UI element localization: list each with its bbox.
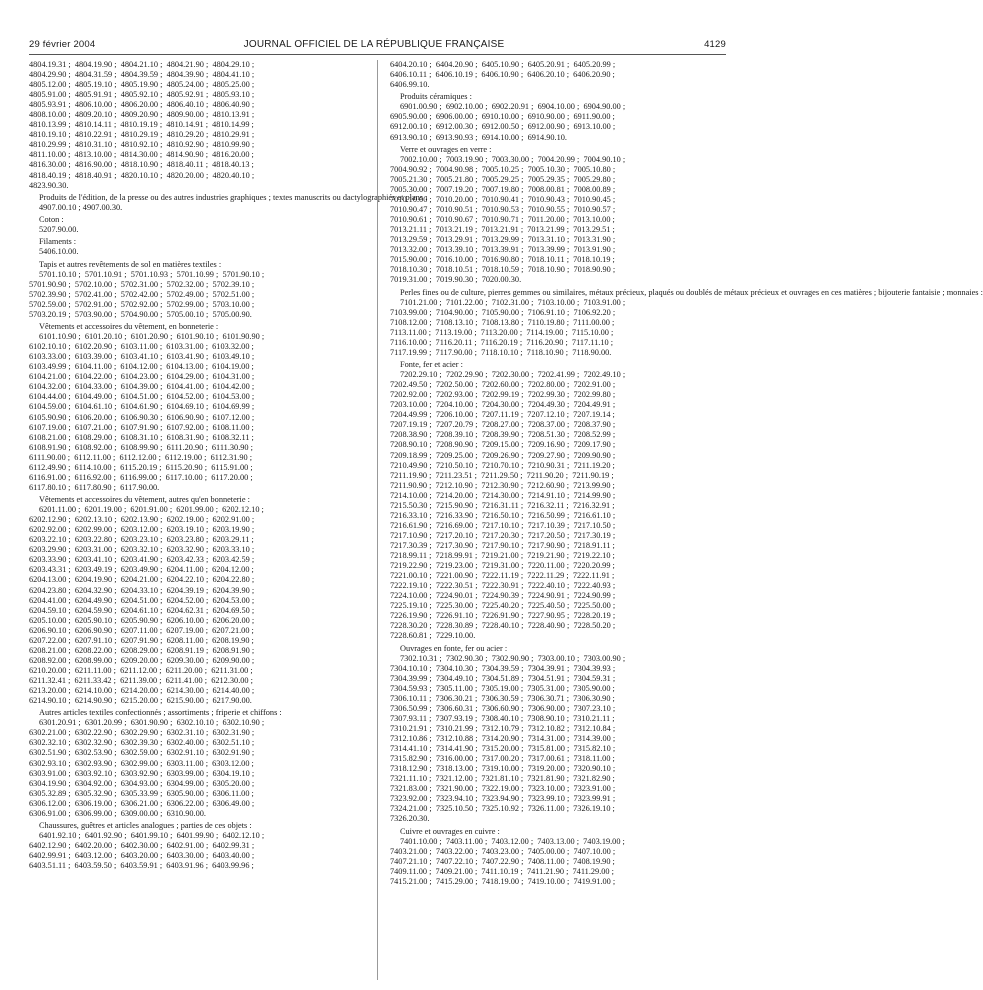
code-line: 4804.19.31 ; 4804.19.90 ; 4804.21.10 ; 4804.21.90 ; 4804.29.10 ;	[29, 60, 255, 69]
tariff-section	[390, 285, 983, 358]
tariff-section	[390, 824, 725, 886]
code-line: 4810.19.10 ; 4810.22.91 ; 4810.29.19 ; 4810.29.20 ; 4810.29.91 ;	[29, 130, 255, 140]
code-line: 6117.80.10 ; 6117.80.90 ; 6117.90.00.	[29, 482, 160, 492]
code-line: 7415.21.00 ; 7415.29.00 ; 7418.19.00 ; 7419.10.00 ; 7419.91.00 ;	[390, 876, 616, 886]
code-line: 7005.21.30 ; 7005.21.80 ; 7005.29.25 ; 7005.29.35 ; 7005.29.80 ;	[390, 174, 616, 184]
code-line: 6304.19.90 ; 6304.92.00 ; 6304.93.00 ; 6304.99.00 ; 6305.20.00 ;	[29, 778, 255, 788]
code-line: 6104.21.00 ; 6104.22.00 ; 6104.23.00 ; 6104.29.00 ; 6104.31.00 ;	[29, 372, 255, 382]
tariff-section	[390, 90, 725, 142]
section-heading: Ouvrages en fonte, fer ou acier :	[400, 643, 508, 653]
code-line: 7202.29.10 ; 7202.29.90 ; 7202.30.00 ; 7202.41.99 ; 7202.49.10 ;	[400, 370, 626, 380]
code-line: 7228.60.81 ; 7229.10.00.	[390, 631, 476, 641]
code-line: 7216.61.90 ; 7216.69.00 ; 7217.10.10 ; 7217.10.39 ; 7217.10.50 ;	[390, 520, 616, 530]
code-line: 7321.83.00 ; 7321.90.00 ; 7322.19.00 ; 7323.10.00 ; 7323.91.00 ;	[390, 784, 616, 794]
code-line: 7326.20.30.	[390, 814, 430, 824]
section-heading: Perles fines ou de culture, pierres gemmes ou similaires, métaux précieux, plaqués ou doublés de métaux précieux et ouvrages en ces matières ; bijouterie fantaisie ; monnaies :	[400, 287, 983, 297]
code-line: 4811.10.00 ; 4813.10.00 ; 4814.30.00 ; 4814.90.90 ; 4816.20.00 ;	[29, 150, 254, 160]
code-line: 7005.30.00 ; 7007.19.20 ; 7007.19.80 ; 7008.00.81 ; 7008.00.89 ;	[390, 184, 616, 194]
code-line: 6203.29.90 ; 6203.31.00 ; 6203.32.10 ; 6203.32.90 ; 6203.33.10 ;	[29, 545, 255, 555]
code-line: 7108.12.00 ; 7108.13.10 ; 7108.13.80 ; 7110.19.80 ; 7111.00.00 ;	[390, 317, 615, 327]
code-line: 7010.90.61 ; 7010.90.67 ; 7010.90.71 ; 7011.20.00 ; 7013.10.00 ;	[390, 215, 615, 225]
code-line: 7117.19.99 ; 7117.90.00 ; 7118.10.10 ; 7118.10.90 ; 7118.90.00.	[390, 347, 612, 357]
code-line: 4818.40.19 ; 4818.40.91 ; 4820.10.10 ; 4820.20.00 ; 4820.40.10 ;	[29, 170, 255, 180]
code-line: 6403.51.11 ; 6403.59.50 ; 6403.59.91 ; 6403.91.96 ; 6403.99.96 ;	[29, 861, 254, 871]
code-line: 6208.92.00 ; 6208.99.00 ; 6209.20.00 ; 6209.30.00 ; 6209.90.00 ;	[29, 655, 255, 665]
tariff-section	[29, 257, 364, 319]
code-line: 7323.92.00 ; 7323.94.10 ; 7323.94.90 ; 7323.99.10 ; 7323.99.91 ;	[390, 794, 616, 804]
section-heading: Cuivre et ouvrages en cuivre :	[400, 826, 500, 836]
code-line: 6203.43.31 ; 6203.49.19 ; 6203.49.90 ; 6204.11.00 ; 6204.12.00 ;	[29, 565, 254, 575]
page-number: 4129	[704, 39, 726, 50]
code-line: 6211.32.41 ; 6211.33.42 ; 6211.39.00 ; 6211.41.00 ; 6212.30.00 ;	[29, 675, 253, 685]
code-line: 7208.90.10 ; 7208.90.90 ; 7209.15.00 ; 7209.16.90 ; 7209.17.90 ;	[390, 440, 616, 450]
code-line: 7018.10.30 ; 7018.10.51 ; 7018.10.59 ; 7018.10.90 ; 7018.90.90 ;	[390, 265, 616, 275]
code-line: 6302.51.90 ; 6302.53.90 ; 6302.59.00 ; 6302.91.10 ; 6302.91.90 ;	[29, 748, 255, 758]
tariff-section	[29, 320, 364, 493]
code-line: 6302.93.10 ; 6302.93.90 ; 6302.99.00 ; 6303.11.00 ; 6303.12.00 ;	[29, 758, 254, 768]
code-line: 7304.10.10 ; 7304.10.30 ; 7304.39.59 ; 7304.39.91 ; 7304.39.93 ;	[390, 663, 616, 673]
code-line: 7401.10.00 ; 7403.11.00 ; 7403.12.00 ; 7403.13.00 ; 7403.19.00 ;	[400, 836, 625, 846]
code-line: 7222.19.10 ; 7222.30.51 ; 7222.30.91 ; 7222.40.10 ; 7222.40.93 ;	[390, 581, 616, 591]
header-date: 29 février 2004	[29, 39, 96, 50]
code-line: 7314.41.10 ; 7314.41.90 ; 7315.20.00 ; 7315.81.00 ; 7315.82.10 ;	[390, 744, 616, 754]
section-heading: Chaussures, guêtres et articles analogues ; parties de ces objets :	[39, 820, 252, 830]
code-line: 6101.10.90 ; 6101.20.10 ; 6101.20.90 ; 6101.90.10 ; 6101.90.90 ;	[39, 332, 265, 342]
code-line: 6912.00.10 ; 6912.00.30 ; 6912.00.50 ; 6912.00.90 ; 6913.10.00 ;	[390, 122, 616, 132]
code-line: 6402.99.91 ; 6403.12.00 ; 6403.20.00 ; 6403.30.00 ; 6403.40.00 ;	[29, 851, 255, 861]
code-line: 7409.11.00 ; 7409.21.00 ; 7411.10.19 ; 7411.21.90 ; 7411.29.00 ;	[390, 866, 614, 876]
code-line: 6901.00.90 ; 6902.10.00 ; 6902.20.91 ; 6904.10.00 ; 6904.90.00 ;	[400, 102, 626, 112]
code-line: 6406.99.10.	[390, 80, 430, 90]
section-heading: Tapis et autres revêtements de sol en matières textiles :	[39, 259, 222, 269]
section-heading: Vêtements et accessoires du vêtement, en bonneterie :	[39, 322, 219, 332]
code-line: 7211.90.90 ; 7212.10.90 ; 7212.30.90 ; 7212.60.90 ; 7213.99.90 ;	[390, 480, 615, 490]
code-line: 6402.12.90 ; 6402.20.00 ; 6402.30.00 ; 6402.91.00 ; 6402.99.31 ;	[29, 841, 255, 851]
code-line: 7221.00.10 ; 7221.00.90 ; 7222.11.19 ; 7222.11.29 ; 7222.11.91 ;	[390, 571, 615, 581]
code-line: 6102.10.10 ; 6102.20.90 ; 6103.11.00 ; 6103.31.00 ; 6103.32.00 ;	[29, 342, 254, 352]
code-line: 7218.99.11 ; 7218.99.91 ; 7219.21.00 ; 7219.21.90 ; 7219.22.10 ;	[390, 551, 615, 560]
code-line: 6108.91.90 ; 6108.92.00 ; 6108.99.90 ; 6111.20.90 ; 6111.30.90 ;	[29, 442, 253, 452]
code-line: 6202.92.00 ; 6202.99.00 ; 6203.12.00 ; 6203.19.10 ; 6203.19.90 ;	[29, 525, 255, 535]
code-line: 7315.82.90 ; 7316.00.00 ; 7317.00.20 ; 7317.00.61 ; 7318.11.00 ;	[390, 754, 615, 764]
header-title: JOURNAL OFFICIEL DE LA RÉPUBLIQUE FRANÇAISE	[243, 39, 505, 50]
code-line: 7004.90.92 ; 7004.90.98 ; 7005.10.25 ; 7005.10.30 ; 7005.10.80 ;	[390, 164, 616, 174]
code-line: 6204.41.00 ; 6204.49.90 ; 6204.51.00 ; 6204.52.00 ; 6204.53.00 ;	[29, 595, 255, 605]
code-line: 7013.32.00 ; 7013.39.10 ; 7013.39.91 ; 7013.39.99 ; 7013.91.90 ;	[390, 245, 616, 255]
code-line: 6306.91.00 ; 6306.99.00 ; 6309.00.00 ; 6310.90.00.	[29, 808, 207, 818]
code-line: 6213.20.00 ; 6214.10.00 ; 6214.20.00 ; 6214.30.00 ; 6214.40.00 ;	[29, 685, 255, 695]
code-line: 7002.10.00 ; 7003.19.90 ; 7003.30.00 ; 7004.20.99 ; 7004.90.10 ;	[400, 154, 626, 164]
code-line: 6404.20.10 ; 6404.20.90 ; 6405.10.90 ; 6405.20.91 ; 6405.20.99 ;	[390, 60, 616, 69]
code-line: 5701.10.10 ; 5701.10.91 ; 5701.10.93 ; 5701.10.99 ; 5701.90.10 ;	[39, 269, 265, 279]
code-line: 6112.49.90 ; 6114.10.00 ; 6115.20.19 ; 6115.20.90 ; 6115.91.00 ;	[29, 462, 253, 472]
code-line: 6105.90.90 ; 6106.20.00 ; 6106.90.30 ; 6106.90.90 ; 6107.12.00 ;	[29, 412, 255, 422]
code-line: 6208.21.00 ; 6208.22.00 ; 6208.29.00 ; 6208.91.19 ; 6208.91.90 ;	[29, 645, 255, 655]
code-line: 5207.90.00.	[39, 225, 79, 235]
code-line: 6207.22.00 ; 6207.91.10 ; 6207.91.90 ; 6208.11.00 ; 6208.19.90 ;	[29, 635, 254, 645]
code-line: 5702.39.90 ; 5702.41.00 ; 5702.42.00 ; 5702.49.00 ; 5702.51.00 ;	[29, 289, 255, 299]
code-line: 6302.21.00 ; 6302.22.90 ; 6302.29.90 ; 6302.31.10 ; 6302.31.90 ;	[29, 728, 255, 738]
code-line: 6214.90.10 ; 6214.90.90 ; 6215.20.00 ; 6215.90.00 ; 6217.90.00.	[29, 696, 252, 706]
tariff-section	[390, 60, 725, 90]
code-line: 6202.12.90 ; 6202.13.10 ; 6202.13.90 ; 6202.19.00 ; 6202.91.00 ;	[29, 515, 255, 525]
code-line: 6204.23.80 ; 6204.32.90 ; 6204.33.10 ; 6204.39.19 ; 6204.39.90 ;	[29, 585, 255, 595]
section-heading: Produits de l'édition, de la presse ou des autres industries graphiques ; textes manuscrits ou dactylographiés et plans :	[39, 192, 428, 202]
code-line: 7324.21.00 ; 7325.10.50 ; 7325.10.92 ; 7326.11.00 ; 7326.19.10 ;	[390, 804, 615, 814]
code-line: 4810.13.99 ; 4810.14.11 ; 4810.19.19 ; 4810.14.91 ; 4810.14.99 ;	[29, 120, 254, 130]
code-line: 7013.29.59 ; 7013.29.91 ; 7013.29.99 ; 7013.31.10 ; 7013.31.90 ;	[390, 235, 616, 245]
code-line: 7304.39.99 ; 7304.49.10 ; 7304.51.89 ; 7304.51.91 ; 7304.59.31 ;	[390, 673, 616, 683]
tariff-section	[29, 213, 364, 235]
code-line: 6305.32.89 ; 6305.32.90 ; 6305.33.99 ; 6305.90.00 ; 6306.11.00 ;	[29, 788, 254, 798]
code-line: 4816.30.00 ; 4816.90.00 ; 4818.10.90 ; 4818.40.11 ; 4818.40.13 ;	[29, 160, 254, 170]
code-line: 7219.22.90 ; 7219.23.00 ; 7219.31.00 ; 7220.11.00 ; 7220.20.99 ;	[390, 561, 615, 571]
code-line: 5406.10.00.	[39, 247, 79, 257]
code-line: 5703.20.19 ; 5703.90.00 ; 5704.90.00 ; 5705.00.10 ; 5705.00.90.	[29, 309, 252, 319]
code-line: 7304.59.93 ; 7305.11.00 ; 7305.19.00 ; 7305.31.00 ; 7305.90.00 ;	[390, 683, 615, 693]
code-line: 7207.19.19 ; 7207.20.79 ; 7208.27.00 ; 7208.37.00 ; 7208.37.90 ;	[390, 420, 616, 430]
code-line: 4804.29.90 ; 4804.31.59 ; 4804.39.59 ; 4804.39.90 ; 4804.41.10 ;	[29, 70, 255, 80]
code-line: 6406.10.11 ; 6406.10.19 ; 6406.10.90 ; 6406.20.10 ; 6406.20.90 ;	[390, 70, 615, 80]
code-line: 4808.10.00 ; 4809.20.10 ; 4809.20.90 ; 4809.90.00 ; 4810.13.91 ;	[29, 110, 255, 120]
code-line: 7208.38.90 ; 7208.39.10 ; 7208.39.90 ; 7208.51.30 ; 7208.52.99 ;	[390, 430, 616, 440]
tariff-section	[390, 358, 725, 642]
code-line: 6107.19.00 ; 6107.21.00 ; 6107.91.90 ; 6107.92.00 ; 6108.11.00 ;	[29, 422, 254, 432]
code-line: 7210.49.90 ; 7210.50.10 ; 7210.70.10 ; 7210.90.31 ; 7211.19.20 ;	[390, 460, 615, 470]
code-line: 6905.90.00 ; 6906.00.00 ; 6910.10.00 ; 6910.90.00 ; 6911.90.00 ;	[390, 112, 615, 122]
code-line: 7204.49.99 ; 7206.10.00 ; 7207.11.19 ; 7207.12.10 ; 7207.19.14 ;	[390, 410, 615, 420]
code-line: 6303.91.00 ; 6303.92.10 ; 6303.92.90 ; 6303.99.00 ; 6304.19.10 ;	[29, 768, 255, 778]
code-line: 7228.30.20 ; 7228.30.89 ; 7228.40.10 ; 7228.40.90 ; 7228.50.20 ;	[390, 621, 616, 631]
tariff-section	[29, 235, 364, 257]
code-line: 6401.92.10 ; 6401.92.90 ; 6401.99.10 ; 6401.99.90 ; 6402.12.10 ;	[39, 831, 265, 841]
code-line: 7113.11.00 ; 7113.19.00 ; 7113.20.00 ; 7114.19.00 ; 7115.10.00 ;	[390, 327, 614, 337]
code-line: 7302.10.31 ; 7302.90.30 ; 7302.90.90 ; 7303.00.10 ; 7303.00.90 ;	[400, 653, 626, 663]
code-line: 4823.90.30.	[29, 180, 69, 190]
code-line: 6302.32.10 ; 6302.32.90 ; 6302.39.30 ; 6302.40.00 ; 6302.51.10 ;	[29, 738, 255, 748]
code-line: 7407.21.10 ; 7407.22.10 ; 7407.22.90 ; 7408.11.00 ; 7408.19.90 ;	[390, 856, 615, 866]
code-line: 7306.50.99 ; 7306.60.31 ; 7306.60.90 ; 7306.90.00 ; 7307.23.10 ;	[390, 703, 616, 713]
code-line: 7307.93.11 ; 7307.93.19 ; 7308.40.10 ; 7308.90.10 ; 7310.21.11 ;	[390, 713, 615, 723]
code-line: 7116.10.00 ; 7116.20.11 ; 7116.20.19 ; 7116.20.90 ; 7117.11.10 ;	[390, 337, 614, 347]
right-column	[390, 60, 983, 887]
code-line: 7209.18.99 ; 7209.25.00 ; 7209.26.90 ; 7209.27.90 ; 7209.90.90 ;	[390, 450, 616, 460]
tariff-section	[29, 819, 364, 871]
code-line: 7403.21.00 ; 7403.22.00 ; 7403.23.00 ; 7405.00.00 ; 7407.10.00 ;	[390, 846, 616, 856]
tariff-section	[29, 706, 364, 819]
code-line: 6103.33.00 ; 6103.39.00 ; 6103.41.10 ; 6103.41.90 ; 6103.49.10 ;	[29, 352, 255, 362]
code-line: 7318.12.90 ; 7318.13.00 ; 7319.10.00 ; 7319.20.00 ; 7320.90.10 ;	[390, 764, 616, 774]
code-line: 6104.32.00 ; 6104.33.00 ; 6104.39.00 ; 6104.41.00 ; 6104.42.00 ;	[29, 382, 255, 392]
code-line: 7211.19.90 ; 7211.23.51 ; 7211.29.50 ; 7211.90.20 ; 7211.90.19 ;	[390, 470, 614, 480]
section-heading: Coton :	[39, 215, 64, 225]
code-line: 5702.59.00 ; 5702.91.00 ; 5702.92.00 ; 5702.99.00 ; 5703.10.00 ;	[29, 299, 255, 309]
code-line: 7214.10.00 ; 7214.20.00 ; 7214.30.00 ; 7214.91.10 ; 7214.99.90 ;	[390, 490, 616, 500]
code-line: 6204.13.00 ; 6204.19.90 ; 6204.21.00 ; 6204.22.10 ; 6204.22.80 ;	[29, 575, 255, 585]
tariff-section	[29, 60, 364, 191]
code-line: 7216.33.10 ; 7216.33.90 ; 7216.50.10 ; 7216.50.99 ; 7216.61.10 ;	[390, 510, 616, 520]
section-heading: Verre et ouvrages en verre :	[400, 144, 492, 154]
code-line: 7226.19.90 ; 7226.91.10 ; 7226.91.90 ; 7227.90.95 ; 7228.20.19 ;	[390, 611, 616, 621]
code-line: 6206.90.10 ; 6206.90.90 ; 6207.11.00 ; 6207.19.00 ; 6207.21.00 ;	[29, 625, 254, 635]
code-line: 7312.10.86 ; 7312.10.88 ; 7314.20.90 ; 7314.31.00 ; 7314.39.00 ;	[390, 734, 616, 744]
code-line: 7224.10.00 ; 7224.90.01 ; 7224.90.39 ; 7224.90.91 ; 7224.90.99 ;	[390, 591, 616, 601]
code-line: 6116.91.00 ; 6116.92.00 ; 6116.99.00 ; 6117.10.00 ; 6117.20.00 ;	[29, 472, 253, 482]
code-line: 7101.21.00 ; 7101.22.00 ; 7102.31.00 ; 7103.10.00 ; 7103.91.00 ;	[400, 297, 626, 307]
tariff-section	[390, 641, 725, 824]
code-line: 7010.90.47 ; 7010.90.51 ; 7010.90.53 ; 7010.90.55 ; 7010.90.57 ;	[390, 205, 616, 215]
code-line: 6203.22.10 ; 6203.22.80 ; 6203.23.10 ; 6203.23.80 ; 6203.29.11 ;	[29, 535, 254, 545]
section-heading: Filaments :	[39, 237, 77, 247]
code-line: 6108.21.00 ; 6108.29.00 ; 6108.31.10 ; 6108.31.90 ; 6108.32.11 ;	[29, 432, 254, 442]
tariff-section	[390, 143, 725, 286]
code-line: 7010.10.00 ; 7010.20.00 ; 7010.90.41 ; 7010.90.43 ; 7010.90.45 ;	[390, 194, 616, 204]
code-line: 6205.10.00 ; 6205.90.10 ; 6205.90.90 ; 6206.10.00 ; 6206.20.00 ;	[29, 615, 255, 625]
code-line: 6204.59.10 ; 6204.59.90 ; 6204.61.10 ; 6204.62.31 ; 6204.69.50 ;	[29, 605, 255, 615]
code-line: 7321.11.10 ; 7321.12.00 ; 7321.81.10 ; 7321.81.90 ; 7321.82.90 ;	[390, 774, 615, 784]
code-line: 6111.90.00 ; 6112.11.00 ; 6112.12.00 ; 6112.19.00 ; 6112.31.90 ;	[29, 452, 253, 462]
column-separator	[377, 60, 378, 980]
code-line: 7202.92.00 ; 7202.93.00 ; 7202.99.19 ; 7202.99.30 ; 7202.99.80 ;	[390, 390, 616, 400]
code-line: 6104.44.00 ; 6104.49.00 ; 6104.51.00 ; 6104.52.00 ; 6104.53.00 ;	[29, 392, 255, 402]
tariff-section	[29, 191, 428, 213]
code-line: 7013.21.11 ; 7013.21.19 ; 7013.21.91 ; 7013.21.99 ; 7013.29.51 ;	[390, 225, 615, 235]
code-line: 7203.10.00 ; 7204.10.00 ; 7204.30.00 ; 7204.49.30 ; 7204.49.91 ;	[390, 400, 616, 410]
code-line: 7103.99.00 ; 7104.90.00 ; 7105.90.00 ; 7106.91.10 ; 7106.92.20 ;	[390, 307, 616, 317]
code-line: 7015.90.00 ; 7016.10.00 ; 7016.90.80 ; 7018.10.11 ; 7018.10.19 ;	[390, 255, 615, 265]
code-line: 6104.59.00 ; 6104.61.10 ; 6104.61.90 ; 6104.69.10 ; 6104.69.99 ;	[29, 402, 255, 412]
code-line: 6203.33.90 ; 6203.41.10 ; 6203.41.90 ; 6203.42.33 ; 6203.42.59 ;	[29, 555, 255, 565]
tariff-section	[29, 493, 364, 706]
code-line: 4907.00.10 ; 4907.00.30.	[39, 202, 123, 212]
code-line: 6913.90.10 ; 6913.90.93 ; 6914.10.00 ; 6914.90.10.	[390, 132, 568, 142]
code-line: 6301.20.91 ; 6301.20.99 ; 6301.90.90 ; 6302.10.10 ; 6302.10.90 ;	[39, 718, 265, 728]
code-line: 7225.19.10 ; 7225.30.00 ; 7225.40.20 ; 7225.40.50 ; 7225.50.00 ;	[390, 601, 616, 611]
code-line: 5701.90.90 ; 5702.10.00 ; 5702.31.00 ; 5702.32.00 ; 5702.39.10 ;	[29, 279, 255, 289]
code-line: 4805.12.00 ; 4805.19.10 ; 4805.19.90 ; 4805.24.00 ; 4805.25.00 ;	[29, 80, 255, 90]
code-line: 6201.11.00 ; 6201.19.00 ; 6201.91.00 ; 6201.99.00 ; 6202.12.10 ;	[39, 505, 264, 515]
code-line: 7306.10.11 ; 7306.30.21 ; 7306.30.59 ; 7306.30.71 ; 7306.30.90 ;	[390, 693, 615, 703]
code-line: 7019.31.00 ; 7019.90.30 ; 7020.00.30.	[390, 275, 522, 285]
code-line: 4805.91.00 ; 4805.91.91 ; 4805.92.10 ; 4805.92.91 ; 4805.93.10 ;	[29, 90, 255, 100]
section-heading: Produits céramiques :	[400, 92, 472, 102]
code-line: 7217.10.90 ; 7217.20.10 ; 7217.20.30 ; 7217.20.50 ; 7217.30.19 ;	[390, 530, 616, 540]
code-line: 6103.49.99 ; 6104.11.00 ; 6104.12.00 ; 6104.13.00 ; 6104.19.00 ;	[29, 362, 254, 372]
code-line: 4810.29.99 ; 4810.31.10 ; 4810.92.10 ; 4810.92.90 ; 4810.99.90 ;	[29, 140, 255, 150]
code-line: 7202.49.50 ; 7202.50.00 ; 7202.60.00 ; 7202.80.00 ; 7202.91.00 ;	[390, 380, 616, 390]
code-line: 7217.30.39 ; 7217.30.90 ; 7217.90.10 ; 7217.90.90 ; 7218.91.11 ;	[390, 540, 615, 550]
code-line: 4805.93.91 ; 4806.10.00 ; 4806.20.00 ; 4806.40.10 ; 4806.40.90 ;	[29, 100, 255, 110]
code-line: 7215.50.30 ; 7215.90.90 ; 7216.31.11 ; 7216.32.11 ; 7216.32.91 ;	[390, 500, 615, 510]
section-heading: Autres articles textiles confectionnés ; assortiments ; friperie et chiffons :	[39, 708, 282, 718]
code-line: 7310.21.91 ; 7310.21.99 ; 7312.10.79 ; 7312.10.82 ; 7312.10.84 ;	[390, 723, 616, 733]
section-heading: Fonte, fer et acier :	[400, 360, 463, 370]
header-rule	[29, 54, 726, 55]
code-line: 6306.12.00 ; 6306.19.00 ; 6306.21.00 ; 6306.22.00 ; 6306.49.00 ;	[29, 798, 255, 808]
code-line: 6210.20.00 ; 6211.11.00 ; 6211.12.00 ; 6211.20.00 ; 6211.31.00 ;	[29, 665, 253, 675]
section-heading: Vêtements et accessoires du vêtement, autres qu'en bonneterie :	[39, 495, 250, 505]
